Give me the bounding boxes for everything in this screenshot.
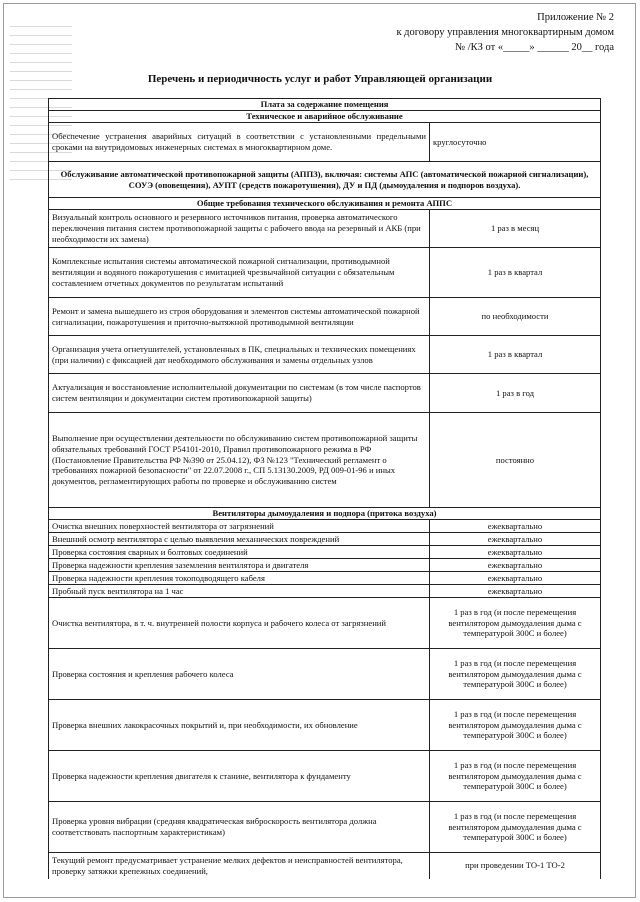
period-cell: 1 раз в год (и после перемещения вентилятором дымоудаления дыма с температурой 300С и более) [430, 598, 601, 649]
section-heading: Общие требования технического обслуживания и ремонта АППС [49, 198, 601, 210]
table-row [49, 598, 601, 649]
work-cell: Проверка надежности крепления токоподводящего кабеля [49, 572, 430, 585]
work-cell: Очистка вентилятора, в т. ч. внутренней полости корпуса и рабочего колеса от загрязнений [49, 598, 430, 649]
section-heading: Вентиляторы дымоудаления и подпора (притока воздуха) [49, 508, 601, 520]
table-row [49, 413, 601, 508]
period-cell: по необходимости [430, 298, 601, 336]
table-row [49, 700, 601, 751]
section-heading: Техническое и аварийное обслуживание [49, 111, 601, 123]
contract-number-date: № /КЗ от «_____» ______ 20__ года [455, 42, 614, 53]
work-cell: Комплексные испытания системы автоматической пожарной сигнализации, противодымной вентиляции и водяного пожаротушения с имитацией чрезвычайной ситуации с обязательным составлением отчетных документов по результатам испытаний [49, 248, 430, 298]
table-row [49, 336, 601, 374]
work-cell: Ремонт и замена вышедшего из строя оборудования и элементов системы автоматической пожарной сигнализации, пожаротушения и приточно-вытяжной противодымной вентиляции [49, 298, 430, 336]
appendix-header [314, 10, 614, 55]
work-cell: Обеспечение устранения аварийных ситуаций в соответствии с установленными предельными сроками на внутридомовых инженерных системах в многоквартирном доме. [49, 123, 430, 162]
period-cell: ежеквартально [430, 572, 601, 585]
work-cell: Визуальный контроль основного и резервного источников питания, проверка автоматического переключения питания систем противопожарной защиты с рабочего ввода на резервный и АКБ (при необходимости их замена) [49, 210, 430, 248]
period-cell: ежеквартально [430, 520, 601, 533]
appendix-number: Приложение № 2 [537, 12, 614, 23]
table-row [49, 572, 601, 585]
period-cell: ежеквартально [430, 559, 601, 572]
section-row [49, 198, 601, 210]
period-cell: 1 раз в месяц [430, 210, 601, 248]
contract-reference: к договору управления многоквартирным домом [396, 27, 614, 38]
table-row [49, 210, 601, 248]
work-cell: Проверка надежности крепления двигателя к станине, вентилятора к фундаменту [49, 751, 430, 802]
table-row [49, 585, 601, 598]
section-row [49, 162, 601, 198]
work-cell: Проверка внешних лакокрасочных покрытий и, при необходимости, их обновление [49, 700, 430, 751]
table-row [49, 751, 601, 802]
period-cell: 1 раз в квартал [430, 248, 601, 298]
table-row [49, 374, 601, 413]
work-cell: Пробный пуск вентилятора на 1 час [49, 585, 430, 598]
period-cell: 1 раз в год (и после перемещения вентилятором дымоудаления дыма с температурой 300С и более) [430, 751, 601, 802]
work-cell: Проверка надежности крепления заземления вентилятора и двигателя [49, 559, 430, 572]
services-table [48, 98, 601, 879]
table-row [49, 802, 601, 853]
work-cell: Очистка внешних поверхностей вентилятора от загрязнений [49, 520, 430, 533]
table-caption-row [49, 99, 601, 111]
table-row [49, 248, 601, 298]
section-row [49, 111, 601, 123]
period-cell: ежеквартально [430, 533, 601, 546]
table-row [49, 853, 601, 879]
table-row [49, 520, 601, 533]
period-cell: 1 раз в год (и после перемещения вентилятором дымоудаления дыма с температурой 300С и более) [430, 802, 601, 853]
period-cell: 1 раз в квартал [430, 336, 601, 374]
work-cell: Актуализация и восстановление исполнительной документации по системам (в том числе паспортов систем вентиляции и документации систем противопожарной защиты) [49, 374, 430, 413]
work-cell: Внешний осмотр вентилятора с целью выявления механических повреждений [49, 533, 430, 546]
work-cell: Текущий ремонт предусматривает устранение мелких дефектов и неисправностей вентилятора, проверку затяжки крепежных соединений, [49, 853, 430, 879]
table-row [49, 649, 601, 700]
document-title: Перечень и периодичность услуг и работ Управляющей организации [147, 73, 493, 85]
table-caption: Плата за содержание помещения [49, 99, 601, 111]
work-cell: Проверка уровня вибрации (средняя квадратическая виброскорость вентилятора должна соответствовать паспортным характеристикам) [49, 802, 430, 853]
work-cell: Проверка состояния сварных и болтовых соединений [49, 546, 430, 559]
work-cell: Проверка состояния и крепления рабочего колеса [49, 649, 430, 700]
table-row [49, 559, 601, 572]
period-cell: 1 раз в год (и после перемещения вентилятором дымоудаления дыма с температурой 300С и более) [430, 700, 601, 751]
period-cell: ежеквартально [430, 585, 601, 598]
period-cell: круглосуточно [430, 123, 601, 162]
period-cell: 1 раз в год (и после перемещения вентилятором дымоудаления дыма с температурой 300С и более) [430, 649, 601, 700]
table-row [49, 546, 601, 559]
table-row [49, 533, 601, 546]
table-row [49, 298, 601, 336]
table-row [49, 123, 601, 162]
period-cell: при проведении ТО-1 ТО-2 [430, 853, 601, 879]
period-cell: ежеквартально [430, 546, 601, 559]
section-row [49, 508, 601, 520]
period-cell: постоянно [430, 413, 601, 508]
period-cell: 1 раз в год [430, 374, 601, 413]
work-cell: Организация учета огнетушителей, установленных в ПК, специальных и технических помещениях (при наличии) с фиксацией дат необходимого обслуживания и замены отдельных узлов [49, 336, 430, 374]
section-heading: Обслуживание автоматической противопожарной защиты (АППЗ), включая: системы АПС (автоматической пожарной сигнализации), СОУЭ (оповещения), АУПТ (средств пожаротушения), ДУ и ПД (дымоудаления и подпоров воздуха). [49, 162, 601, 198]
work-cell: Выполнение при осуществлении деятельности по обслуживанию систем противопожарной защиты обязательных требований ГОСТ Р54101-2010, Правил противопожарного режима в РФ (Постановление Правительства РФ №390 от 25.04.12), ФЗ №123 "Технический регламент о требованиях пожарной безопасности" от 22.07.2008 г., СП 5.13130.2009, РД 009-01-96 и иных документов, регламентирующих работы по проверке и обслуживанию систем [49, 413, 430, 508]
